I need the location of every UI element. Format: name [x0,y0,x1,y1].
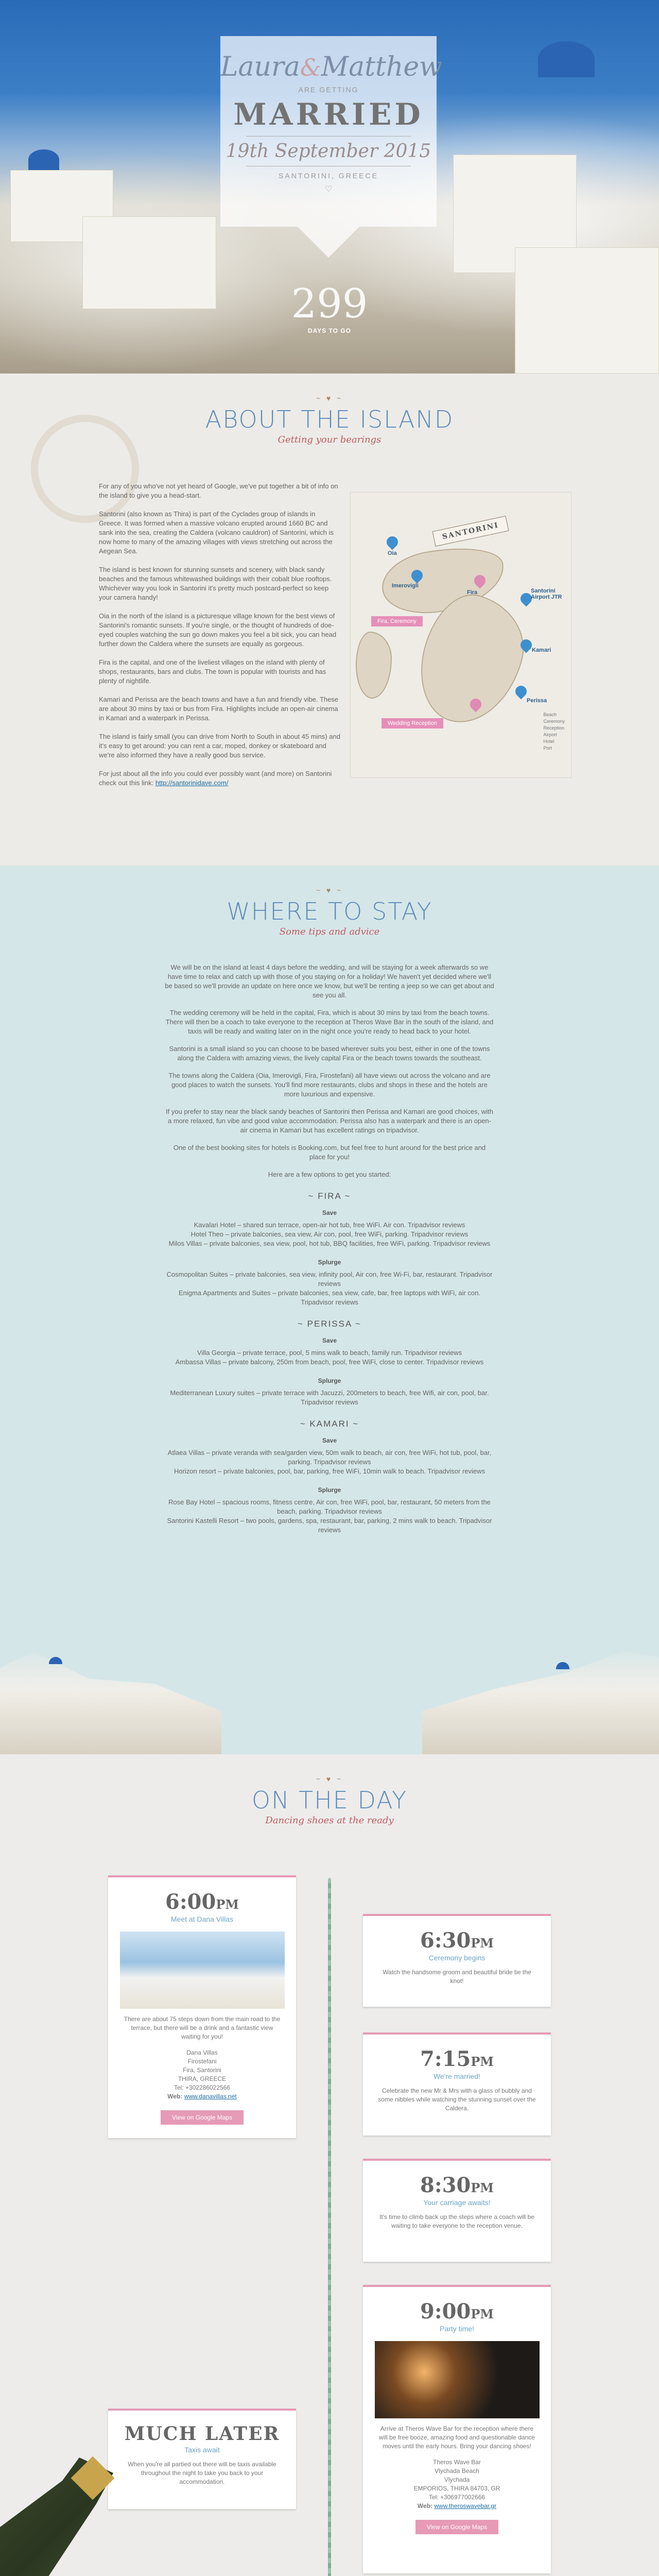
event-description: It's time to climb back up the steps where a coach will be waiting to take everyone to the reception venue. [379,2213,535,2229]
venue-photo [375,2341,540,2418]
map-pin-icon[interactable] [384,534,400,550]
area-perissa [165,1319,494,1407]
map-label: Santorini Airport JTR [531,588,562,600]
event-time [363,2173,551,2197]
paragraph: The island is best known for stunning sunsets and scenery, with black sandy beaches and the famous whitewashed buildings with their cobalt blue rooftops. Whichever way you look in Santorini it's pretty much postcard-perfect so keep your camera handy! [99,566,332,601]
village-illustration-right [422,1646,659,1754]
venue-address [363,2458,551,2511]
stay-section [0,866,659,1754]
paragraph: The towns along the Caldera (Oia, Imerovigli, Fira, Firostefani) all have views out across the volcano and are good places to watch the sunsets. You'll find more restaurants, clubs and shops in these and the hotels are more luxurious and expensive. [168,1072,491,1098]
paragraph [99,769,341,788]
married-heading: MARRIED [233,97,424,132]
address-line: Tel: +306977002666 [428,2494,485,2501]
legend-item: Ceremony [543,719,565,724]
google-maps-button[interactable]: View on Google Maps [161,2110,244,2125]
island-map[interactable] [350,492,571,778]
event-title: Ceremony begins [428,1954,485,1962]
hotel-item[interactable]: Milos Villas – private balconies, sea view, pool, hot tub, BBQ facilities, free WiFi, parking. Tripadvisor reviews [168,1240,491,1247]
map-label: Imerovigli [392,583,419,589]
map-label: Fira [467,589,478,596]
tier-label: Splurge [318,1377,341,1384]
map-label: Oia [388,550,397,556]
section-subtitle: Some tips and advice [279,926,380,937]
event-time-ampm: PM [471,2054,494,2069]
map-title: SANTORINI [432,516,509,547]
event-description: Watch the handsome groom and beautiful bride tie the knot! [383,1969,531,1985]
island-shape-west [356,632,392,699]
paragraph: One of the best booking sites for hotels is Booking.com, but feel free to hunt around for the best price and place for you! [173,1144,486,1161]
event-time-ampm: PM [471,1936,494,1951]
event-time-ampm: PM [471,2180,494,2195]
address-line: Dana Villas [186,2049,218,2056]
event-title: Taxis await [184,2446,220,2454]
legend-item: Hotel [543,739,554,744]
countdown [0,281,659,334]
event-description: Arrive at Theros Wave Bar for the reception where there will be free booze, amazing food and questionable dance moves until the early hours. Bring your dancing shoes! [379,2425,535,2450]
wedding-date: 19th September 2015 [226,141,431,162]
event-title-large: MUCH LATER [124,2423,280,2445]
hotel-item[interactable]: Atlaea Villas – private veranda with sea/garden view, 50m walk to beach, air con, free WiFi, hot tub, pool, bar, parking. Tripadvisor reviews [167,1449,492,1466]
hotel-item[interactable]: Kavalari Hotel – shared sun terrace, open-air hot tub, free WiFi. Air con. Tripadvisor reviews [194,1221,465,1229]
paragraph: If you prefer to stay near the black sandy beaches of Santorini then Perissa and Kamari are good choices, with a more relaxed, fun vibe and good value accommodation. Perissa also has a waterpark and there is an open-air cinema in Kamari but has excellent ratings on tripadvisor. [166,1108,493,1134]
paragraph: Fira is the capital, and one of the liveliest villages on the island with plenty of shops, restaurants, bars and clubs. The town is popular with tourists and has plenty of nightlife. [99,658,326,685]
ampersand: & [300,54,321,81]
countdown-number: 299 [291,281,368,327]
tier-label: Save [322,1437,337,1444]
venue-photo [120,1931,285,2009]
timeline-card-600 [108,1875,296,2138]
venue-website-link[interactable]: www.danavillas.net [184,2093,237,2100]
area-title: ~ FIRA ~ [308,1191,351,1201]
section-title: ON THE DAY [251,1786,408,1814]
countdown-label: DAYS TO GO [307,327,352,334]
ornament-icon: ~ ♥ ~ [316,1775,343,1783]
event-time-value: 8:30 [420,2173,471,2197]
map-ribbon: Wedding Reception [381,718,443,728]
wedding-place: SANTORINI, GREECE [279,172,378,180]
area-kamari [165,1419,494,1535]
map-label: Perissa [527,698,547,704]
google-maps-button[interactable]: View on Google Maps [415,2520,498,2534]
hotel-item[interactable]: Cosmopolitan Suites – private balconies, sea view, infinity pool, Air con, free Wi-Fi, bar, restaurant. Tripadvisor reviews [166,1270,493,1287]
section-title: WHERE TO STAY [227,897,432,925]
tier-label: Save [322,1209,337,1216]
hotel-item[interactable]: Santorini Kastelli Resort – two pools, gardens, spa, restaurant, bar, parking, 2 mins walk to beach. Tripadvisor reviews [167,1517,492,1534]
hero-section [0,0,659,374]
paragraph: For any of you who've not yet heard of Google, we've put together a bit of info on the island to give you a head-start. [99,482,338,499]
web-line [363,2502,551,2511]
blue-dome [556,1662,569,1669]
village-illustration-left [0,1646,221,1754]
day-heading [0,1775,659,1826]
address-line: Firostefani [187,2058,217,2065]
address-line: Theros Wave Bar [433,2459,481,2466]
paragraph: The wedding ceremony will be held in the capital, Fira, which is about 30 mins by taxi from the beach towns. There will then be a coach to take everyone to the reception at Theros Wave Bar in the south of the island, and taxis will be ready and waiting later on in the night once you're ready to head back to your hotel. [165,1009,494,1035]
timeline-card-much-later [108,2409,296,2509]
santorinidave-link[interactable]: http://santorinidave.com/ [155,779,229,787]
legend-item: Airport [543,732,557,737]
hotel-item[interactable]: Ambassa Villas – private balcony, 250m from beach, pool, free WiFi, close to center. Tripadvisor reviews [175,1358,484,1366]
paragraph-text: For just about all the info you could ever possibly want (and more) on Santorini check out this link: [99,770,332,787]
section-subtitle: Dancing shoes at the ready [265,1815,394,1826]
timeline-card-900 [363,2285,551,2573]
legend-item: Port [543,745,552,751]
day-section [0,1754,659,2576]
address-line: Tel: +302286022566 [174,2084,231,2091]
paragraph: We will be on the island at least 4 days before the wedding, and will be staying for a week afterwards so we have time to relax and catch up with those of you staying on for a holiday! We haven't yet decided where we'll be based so we'll provide an update on here once we know, but we'll be renting a jeep so we can get about and see you all. [165,963,494,999]
blue-dome [538,41,595,77]
event-title: Meet at Dana Villas [170,1915,234,1923]
paragraph: Here are a few options to get you started: [268,1171,391,1178]
hero-card [220,36,442,227]
about-section [0,374,659,866]
map-label: Kamari [532,647,551,653]
timeline-card-830 [363,2159,551,2262]
event-time [363,2299,551,2324]
section-subtitle: Getting your bearings [278,434,381,445]
area-fira [165,1192,494,1307]
event-time [363,1928,551,1953]
web-line [108,2092,296,2101]
hotel-item[interactable]: Mediterranean Luxury suites – private terrace with Jacuzzi, 200meters to beach, free Wifi, air con, pool, bar. Tripadvisor reviews [170,1389,489,1406]
blue-dome [28,149,59,170]
event-time-value: 9:00 [420,2299,471,2324]
paragraph: Santorini is a small island so you can choose to be based wherever suits you best, either in one of the towns along the Caldera with amazing views, the lively capital Fira or the beach towns towards the southeast. [169,1045,490,1062]
hotel-item[interactable]: Villa Georgia – private terrace, pool, 5 mins walk to beach, family run. Tripadvisor reviews [197,1349,462,1357]
legend-item: Reception [543,725,565,731]
timeline-vine [328,1878,331,2576]
hotel-item[interactable]: Rose Bay Hotel – spacious rooms, fitness centre, Air con, free WiFi, pool, bar, restaurant, 50 meters from the beach, parking. Tripadvisor reviews [168,1498,491,1515]
event-time-value: 6:30 [420,1928,471,1953]
name-first: Laura [220,52,300,82]
hotel-item[interactable]: Hotel Theo – private balconies, sea view, Air con, pool, free WiFi, parking. Tripadvisor reviews [190,1230,469,1238]
event-description: Celebrate the new Mr & Mrs with a glass of bubbly and some nibbles while watching the stunning sunset over the Caldera. [378,2087,536,2112]
paragraph: Santorini (also known as Thira) is part of the Cyclades group of islands in Greece. It was formed when a massive volcano erupted around 1660 BC and sank into the sea, creating the Caldera (volcano cauldron) of Santorini, which is now home to many of the amazing villages with views stretching out across the Aegean Sea. [99,510,334,555]
map-ribbon: Fira, Ceremony [371,616,423,626]
address-line: EMPORIOS, THIRA 84703, GR [413,2485,500,2492]
hotel-item[interactable]: Enigma Apartments and Suites – private balconies, sea view, cafe, bar, free laptops with WiFi, air con. Tripadvisor reviews [178,1289,480,1306]
legend-item: Beach [543,712,557,717]
divider [246,136,411,137]
stay-text [165,963,494,1535]
event-time-value: 7:15 [420,2047,471,2071]
area-title: ~ KAMARI ~ [300,1419,359,1429]
map-pin-icon[interactable] [513,683,529,699]
ornament-icon: ~ ♥ ~ [316,394,343,402]
event-time-ampm: PM [471,2307,494,2321]
timeline-card-715 [363,2032,551,2136]
venue-website-link[interactable]: www.theroswavebar.gr [434,2502,497,2510]
tier-label: Save [322,1337,337,1344]
paragraph: Kamari and Perissa are the beach towns and have a fun and friendly vibe. These are about 30 mins by taxi or bus from Fira. Highlights include an open-air cinema in Kamari and a waterpark in Perissa. [99,696,339,722]
section-title: ABOUT THE ISLAND [205,405,454,433]
paragraph: The island is fairly small (you can drive from North to South in about 45 mins) and it's easy to get around: you can rent a car, moped, donkey or skateboard and we're also informed they have a really good bus service. [99,733,340,759]
address-line: Fira, Santorini [183,2066,221,2074]
event-description: When you're all partied out there will be taxis available throughout the night to take you back to your accommodation. [128,2461,276,2485]
heart-icon: ♡ [324,185,333,194]
stay-heading [0,886,659,937]
event-title: Party time! [440,2325,474,2333]
event-time [363,2047,551,2071]
event-description: There are about 75 steps down from the main road to the terrace, but there will be a drink and a fantastic view waiting for you! [124,2015,281,2040]
are-getting-text: ARE GETTING [298,86,359,94]
event-title: We're married! [433,2072,481,2080]
address-line: Vlychada Beach [435,2467,479,2475]
hotel-item[interactable]: Horizon resort – private balconies, pool, bar, parking, free WiFi, 10min walk to beach. Tripadvisor reviews [174,1467,485,1475]
venue-address [108,2048,296,2101]
address-line: THIRA, GREECE [178,2075,227,2082]
event-time-ampm: PM [216,1897,239,1912]
web-label: Web: [167,2093,184,2100]
paragraph: Oia in the north of the island is a picturesque village known for the best views of Santorini's romantic sunsets. If you're single, or the thought of hundreds of doe-eyed couples watching the sun go down makes you feel a bit sick, you can head further down the Caldera where the sunsets are equally as gorgeous. [99,612,337,648]
event-time-value: 6:00 [165,1890,216,1914]
blue-dome [49,1657,62,1664]
address-line: Vlychada [444,2476,470,2483]
web-label: Web: [417,2502,435,2510]
event-title: Your carriage awaits! [423,2198,491,2207]
about-text [99,482,341,797]
ornament-icon: ~ ♥ ~ [316,886,343,894]
couple-names [220,52,442,82]
tier-label: Splurge [318,1259,341,1266]
tier-label: Splurge [318,1486,341,1494]
map-legend [543,711,565,752]
area-title: ~ PERISSA ~ [297,1319,362,1329]
name-second: Matthew [321,52,442,82]
timeline-card-630 [363,1914,551,2007]
event-time [108,1890,296,1914]
